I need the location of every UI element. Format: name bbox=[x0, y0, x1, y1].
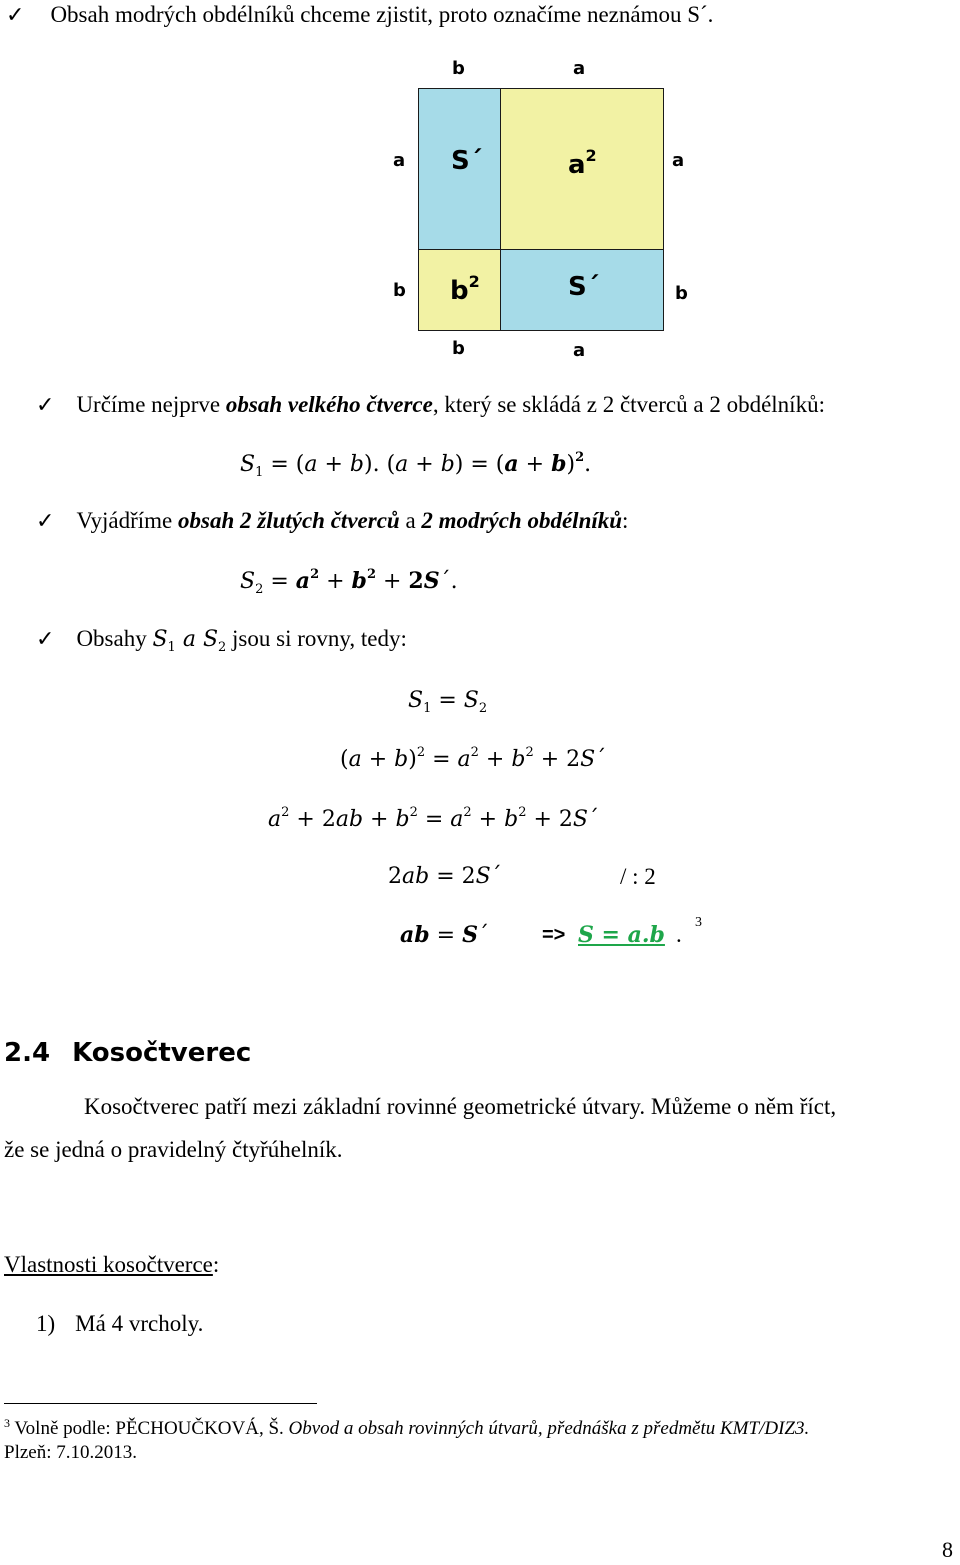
bullet-2 bbox=[36, 392, 825, 418]
bullet-4-text: Obsahy $S_1$ a $S_2$ jsou si rovny, tedy: bbox=[76, 626, 407, 655]
checkmark-icon: ✓ bbox=[36, 393, 55, 418]
equation-step1: $(a + b)^2 = a^2 + b^2$ + 2S´ bbox=[340, 745, 607, 772]
bullet-3-text: Vyjádříme obsah 2 žlutých čtverců a 2 modrých obdélníků: bbox=[76, 508, 629, 533]
label-bottom-a: a bbox=[573, 340, 586, 361]
page-number: 8 bbox=[942, 1537, 953, 1562]
label-right-b: b bbox=[675, 283, 688, 304]
checkmark-icon: ✓ bbox=[36, 509, 55, 534]
section-heading: 2.4 Kosočtverec bbox=[4, 1038, 252, 1068]
divide-note: / : 2 bbox=[620, 864, 656, 889]
property-item-1: 1) Má 4 vrcholy. bbox=[36, 1311, 204, 1336]
footnote-line1: $^3$ Volně podle: PĚCHOUČKOVÁ, Š. Obvod a obsah rovinných útvarů, přednáška z předmětu KMT/DIZ3. bbox=[4, 1416, 810, 1439]
equation-s2: $S_2 = a^2 + b^2$ + 2S´. bbox=[240, 567, 458, 597]
label-left-a: a bbox=[393, 150, 406, 171]
properties-title: Vlastnosti kosočtverce: bbox=[4, 1252, 220, 1277]
cell-br-label: S´ bbox=[568, 272, 600, 302]
label-top-b: b bbox=[452, 58, 465, 79]
bullet-1-text: Obsah modrých obdélníků chceme zjistit, proto označíme neznámou S´. bbox=[50, 2, 714, 27]
label-left-b: b bbox=[393, 280, 406, 301]
result-arrow: => bbox=[542, 924, 566, 946]
bullet-3 bbox=[36, 508, 628, 534]
checkmark-icon: ✓ bbox=[6, 3, 25, 28]
footnote-divider bbox=[4, 1403, 317, 1404]
result-dot: . bbox=[676, 922, 682, 947]
cell-tl-label: S´ bbox=[451, 146, 483, 176]
equation-result: ab = S´ bbox=[400, 922, 489, 948]
footnote-ref: 3 bbox=[695, 915, 702, 930]
equation-equal: $S_1 = S_2$ bbox=[408, 688, 488, 716]
bullet-1 bbox=[6, 2, 713, 28]
label-top-a: a bbox=[573, 58, 586, 79]
equation-s1: $S_1 = (a + b)$. $(a + b) = (a + b)^2$. bbox=[240, 450, 592, 480]
section-paragraph-line1: Kosočtverec patří mezi základní rovinné geometrické útvary. Můžeme o něm říct, bbox=[84, 1094, 837, 1119]
label-bottom-b: b bbox=[452, 338, 465, 359]
cell-tr-label: $a^2$ bbox=[568, 146, 597, 180]
result-formula: S = a.b bbox=[578, 922, 665, 948]
section-paragraph-line2: že se jedná o pravidelný čtyřúhelník. bbox=[4, 1137, 343, 1162]
footnote-line2: Plzeň: 7.10.2013. bbox=[4, 1442, 137, 1463]
equation-step3: 2ab = 2S´ bbox=[388, 864, 502, 889]
equation-step2: $a^2 + 2ab + b^2 = a^2 + b^2$ + 2S´ bbox=[268, 805, 599, 832]
checkmark-icon: ✓ bbox=[36, 627, 55, 652]
cell-bl-label: $b^2$ bbox=[450, 272, 480, 306]
bullet-2-text: Určíme nejprve obsah velkého čtverce, který se skládá z 2 čtverců a 2 obdélníků: bbox=[76, 392, 825, 417]
bullet-4 bbox=[36, 626, 407, 655]
label-right-a: a bbox=[672, 150, 685, 171]
